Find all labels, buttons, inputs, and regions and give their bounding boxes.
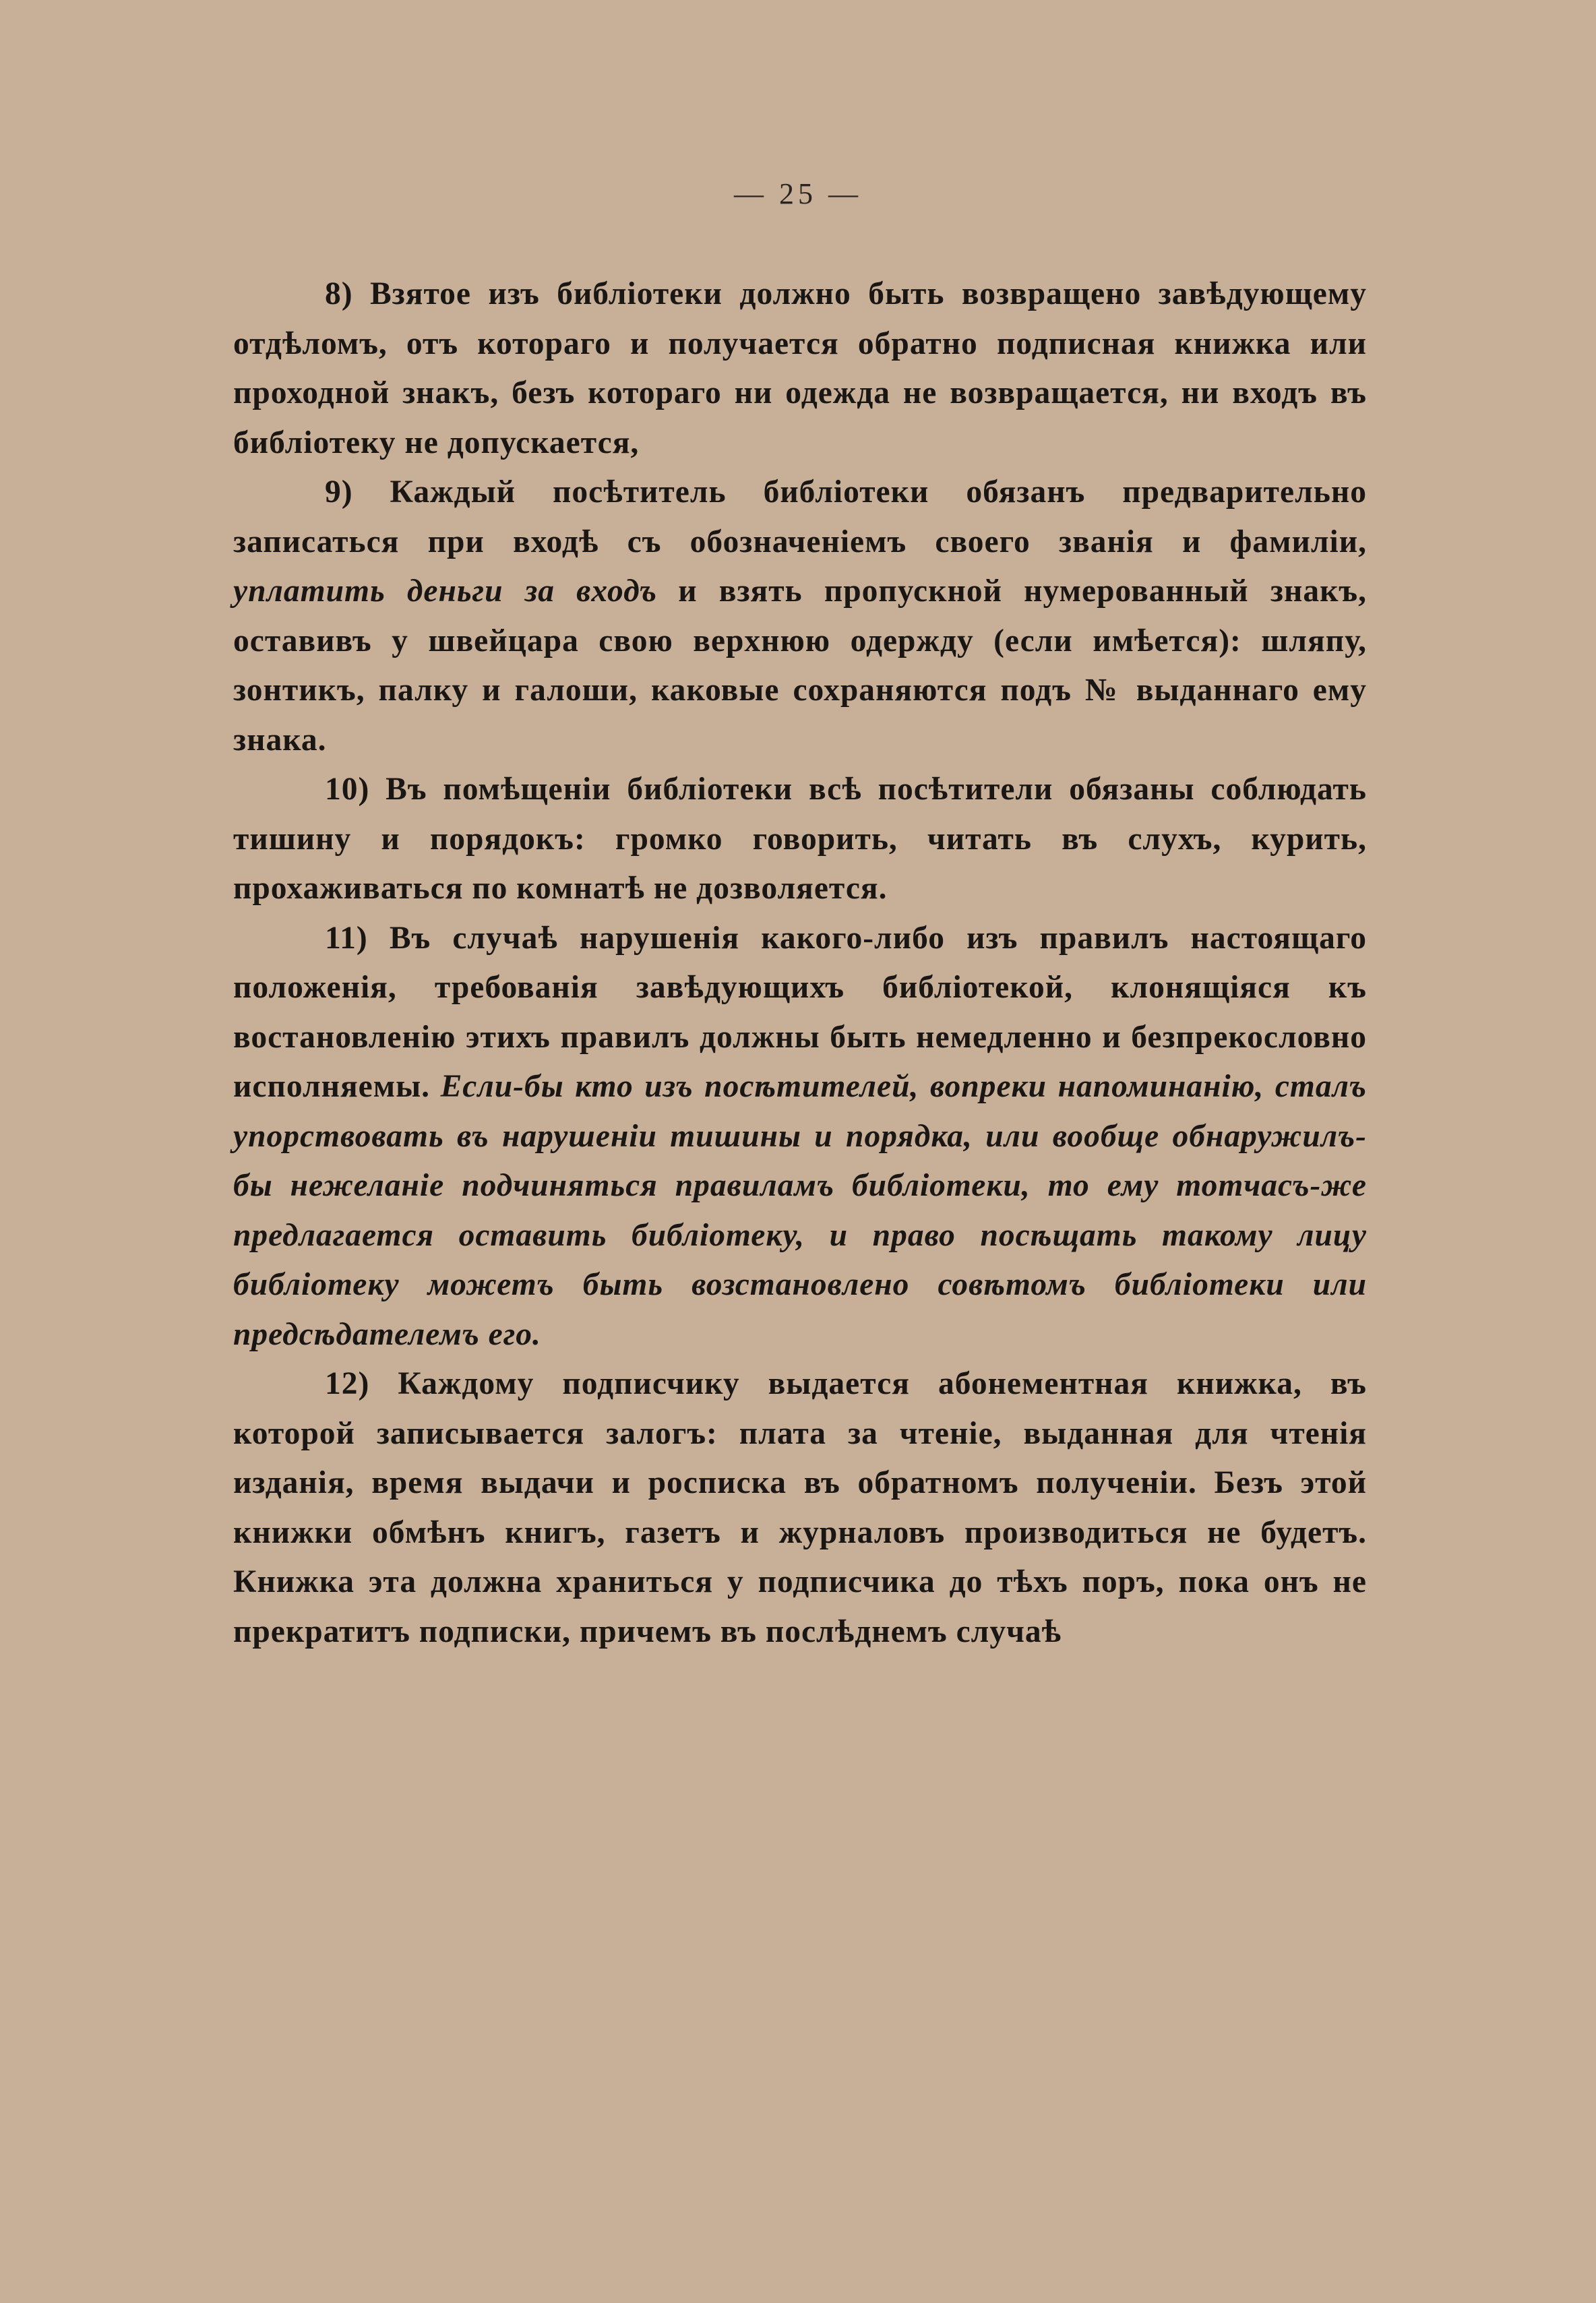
rule-10-paragraph xyxy=(233,765,1367,914)
rule-8-paragraph xyxy=(233,270,1367,468)
rule-9-text-before: 9) Каждый посѣтитель библіотеки обязанъ предварительно записаться при входѣ съ обозначеніемъ своего званія и фамиліи, xyxy=(233,474,1367,559)
rule-10-text: 10) Въ помѣщеніи библіотеки всѣ посѣтители обязаны соблюдать тишину и порядокъ: громко говорить, читать въ слухъ, курить, прохаживаться по комнатѣ не дозволяется. xyxy=(233,772,1367,906)
rule-9-paragraph xyxy=(233,468,1367,765)
rule-8-text: 8) Взятое изъ библіотеки должно быть возвращено завѣдующему отдѣломъ, отъ котораго и получается обратно подписная книжка или проходной знакъ, безъ котораго ни одежда не возвращается, ни входъ въ библіотеку не допускается, xyxy=(233,276,1367,460)
rule-11-paragraph xyxy=(233,914,1367,1360)
rule-9-italic: уплатить деньги за входъ xyxy=(233,574,658,609)
rule-9-text-after: и взять пропускной нумерованный знакъ, оставивъ у швейцара свою верхнюю одержду (если имѣется): шляпу, зонтикъ, палку и галоши, каковые сохраняются подъ № выданнаго ему знака. xyxy=(233,574,1368,758)
rule-11-italic: Если-бы кто изъ посѣтителей, вопреки напоминанію, сталъ упорствовать въ нарушеніи тишины и порядка, или вообще обнаружилъ-бы нежеланіе подчиняться правиламъ библіотеки, то ему тотчасъ-же предлагается оставить библіотеку, и право посѣщать такому лицу библіотеку можетъ быть возстановлено совѣтомъ библіотеки или предсѣдателемъ его. xyxy=(233,1069,1367,1352)
rule-11-text: 11) Въ случаѣ нарушенія какого-либо изъ правилъ настоящаго положенія, требованія завѣдующихъ библіотекой, клонящіяся къ востановленію этихъ правилъ должны быть немедленно и безпрекословно исполняемы. xyxy=(233,920,1367,1104)
rule-12-text: 12) Каждому подписчику выдается абонементная книжка, въ которой записывается залогъ: плата за чтеніе, выданная для чтенія изданія, время выдачи и росписка въ обратномъ полученіи. Безъ этой книжки обмѣнъ книгъ, газетъ и журналовъ производиться не будетъ. Книжка эта должна храниться у подписчика до тѣхъ поръ, пока онъ не прекратитъ подписки, причемъ въ послѣднемъ случаѣ xyxy=(233,1366,1367,1649)
page-number: — 25 — xyxy=(734,177,862,210)
rule-12-paragraph xyxy=(233,1359,1367,1657)
document-body xyxy=(233,270,1367,1657)
